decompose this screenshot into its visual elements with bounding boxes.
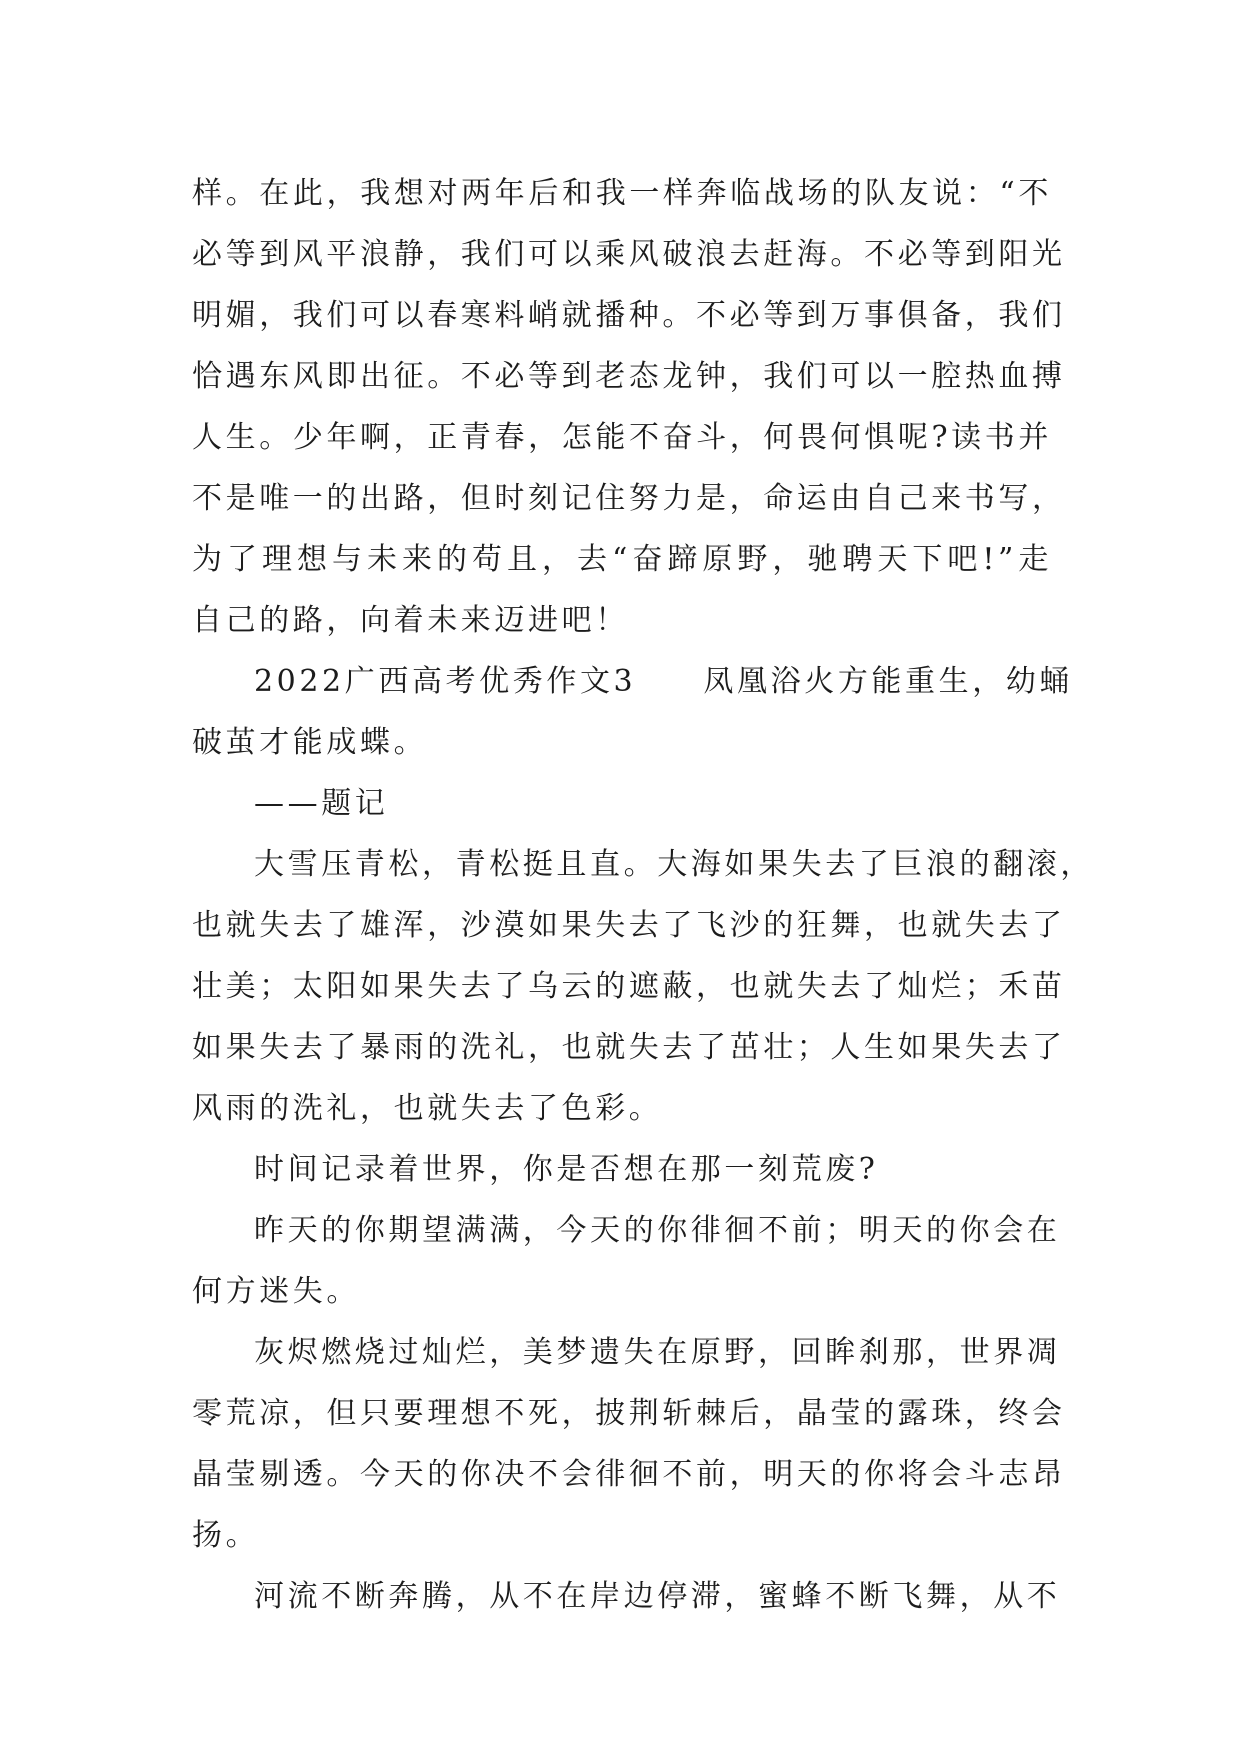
text-line: 恰遇东风即出征。不必等到老态龙钟，我们可以一腔热血搏 (192, 359, 1066, 394)
text-line: 壮美；太阳如果失去了乌云的遮蔽，也就失去了灿烂；禾苗 (192, 969, 1066, 1004)
text-line: 灰烬燃烧过灿烂，美梦遗失在原野，回眸刹那，世界凋 (254, 1335, 1061, 1370)
text-line: 扬。 (192, 1518, 260, 1553)
text-line: 时间记录着世界，你是否想在那一刻荒废? (254, 1152, 879, 1187)
text-line: 大雪压青松，青松挺且直。大海如果失去了巨浪的翻滚， (254, 847, 1094, 882)
text-line: 风雨的洗礼，也就失去了色彩。 (192, 1091, 663, 1126)
essay-body (192, 163, 1094, 1627)
text-line: 晶莹剔透。今天的你决不会徘徊不前，明天的你将会斗志昂 (192, 1457, 1066, 1492)
text-line: 为了理想与未来的苟且，去“奋蹄原野，驰聘天下吧!”走 (192, 542, 1052, 577)
text-line: 也就失去了雄浑，沙漠如果失去了飞沙的狂舞，也就失去了 (192, 908, 1066, 943)
text-line: 零荒凉，但只要理想不死，披荆斩棘后，晶莹的露珠，终会 (192, 1396, 1066, 1431)
text-line: 样。在此，我想对两年后和我一样奔临战场的队友说：“不 (192, 176, 1052, 211)
text-line: 不是唯一的出路，但时刻记住努力是，命运由自己来书写， (192, 481, 1066, 516)
text-line: 必等到风平浪静，我们可以乘风破浪去赶海。不必等到阳光 (192, 237, 1066, 272)
text-line: 如果失去了暴雨的洗礼，也就失去了茁壮；人生如果失去了 (192, 1030, 1066, 1065)
text-line: 河流不断奔腾，从不在岸边停滞，蜜蜂不断飞舞，从不 (254, 1579, 1061, 1614)
text-line: 自己的路，向着未来迈进吧！ (192, 603, 629, 638)
text-line: 破茧才能成蝶。 (192, 725, 428, 760)
text-line: ——题记 (254, 786, 389, 821)
text-line: 人生。少年啊，正青春，怎能不奋斗，何畏何惧呢?读书并 (192, 420, 1052, 455)
text-line: 明媚，我们可以春寒料峭就播种。不必等到万事俱备，我们 (192, 298, 1066, 333)
text-line: 何方迷失。 (192, 1274, 360, 1309)
text-line: 2022广西高考优秀作文3 凤凰浴火方能重生，幼蛹 (254, 664, 1074, 699)
text-line: 昨天的你期望满满，今天的你徘徊不前；明天的你会在 (254, 1213, 1061, 1248)
